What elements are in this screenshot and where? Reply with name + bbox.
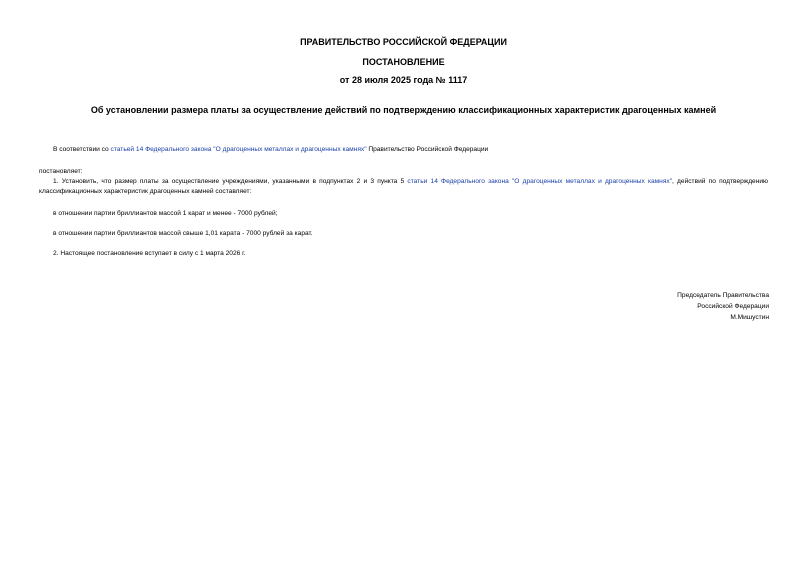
item-1-text-start: 1. Установить, что размер платы за осуществление учреждениями, указанными в подпунктах 2 и 3 пункта 5 <box>53 178 408 185</box>
item-1-law-link[interactable]: статьи 14 Федерального закона "О драгоценных металлах и драгоценных камнях" <box>407 178 673 185</box>
decides-word: постановляет: <box>39 168 83 175</box>
preamble-text-start: В соответствии со <box>53 146 111 153</box>
document-type: ПОСТАНОВЛЕНИЕ <box>362 57 445 67</box>
item-1-text-end: , действий по подтверждению классификационных характеристик драгоценных камней составляет: <box>39 178 768 195</box>
item-1-subitem-a: в отношении партии бриллиантов массой 1 карат и менее - 7000 рублей; <box>53 210 278 217</box>
signature-organization: Российской Федерации <box>697 303 769 310</box>
signature-title: Председатель Правительства <box>677 292 769 299</box>
signature-block <box>677 290 769 323</box>
preamble-paragraph <box>53 145 488 155</box>
item-2-paragraph: 2. Настоящее постановление вступает в силу с 1 марта 2026 г. <box>53 250 246 257</box>
government-heading: ПРАВИТЕЛЬСТВО РОССИЙСКОЙ ФЕДЕРАЦИИ <box>300 37 507 47</box>
document-title: Об установлении размера платы за осуществление действий по подтверждению классификационных характеристик драгоценных камней <box>90 105 717 115</box>
preamble-law-link[interactable]: статьей 14 Федерального закона "О драгоценных металлах и драгоценных камнях" <box>110 146 367 153</box>
signature-name: М.Мишустин <box>730 314 769 321</box>
item-1-subitem-b: в отношении партии бриллиантов массой свыше 1,01 карата - 7000 рублей за карат. <box>53 230 313 237</box>
preamble-text-end: Правительство Российской Федерации <box>366 146 489 153</box>
document-date-number: от 28 июля 2025 года № 1117 <box>339 75 468 85</box>
item-1-paragraph <box>39 177 768 197</box>
